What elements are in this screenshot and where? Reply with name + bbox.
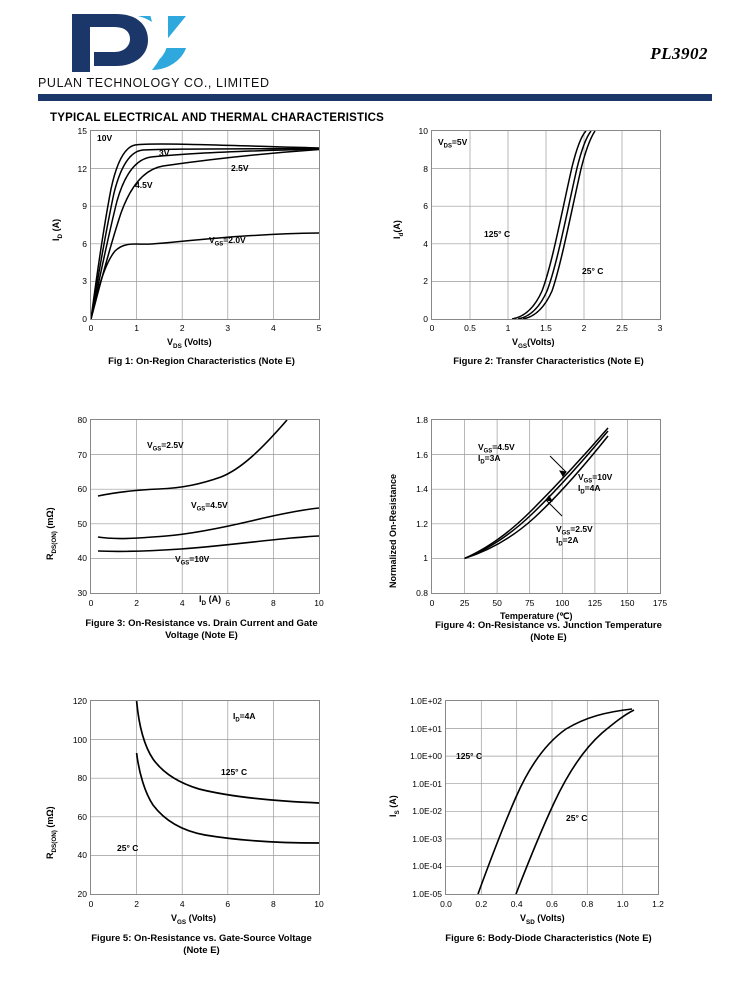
figure-1-ann-vgs20v: $V_{GS}=2.0V$ bbox=[209, 235, 246, 248]
figure-2-ytick-2: 2 bbox=[423, 276, 428, 287]
page-header bbox=[28, 0, 722, 96]
figure-2-xtick-0: 0 bbox=[429, 323, 435, 333]
figure-1-ann-45v: 4.5V bbox=[135, 180, 153, 190]
figure-2-ann-125c: 125° C bbox=[484, 229, 511, 239]
figure-1-ann-10v: 10V bbox=[97, 133, 113, 143]
figure-2-xtick-25: 2.5 bbox=[616, 323, 628, 333]
figure-6-ytick-1em3: 1.0E-03 bbox=[412, 833, 442, 844]
figure-4 bbox=[375, 413, 722, 696]
figure-6-plot bbox=[388, 696, 664, 926]
figure-3-ytick-70: 70 bbox=[77, 449, 87, 460]
figure-6-ytick-1e0: 1.0E+00 bbox=[410, 751, 442, 762]
figure-6-xtick-00: 0.0 bbox=[440, 899, 452, 909]
figure-4-xtick-150: 150 bbox=[620, 598, 635, 608]
figure-2-ytick-8: 8 bbox=[423, 163, 428, 174]
figure-2-ytick-4: 4 bbox=[423, 238, 428, 249]
figure-3-ann-25v: $V_{GS}=2.5V$ bbox=[147, 440, 184, 453]
figure-4-xlabel: Temperature (℃) bbox=[500, 611, 573, 621]
figure-4-xtick-175: 175 bbox=[652, 598, 668, 608]
figure-2-ytick-10: 10 bbox=[418, 126, 428, 136]
figure-4-ytick-18: 1.8 bbox=[416, 415, 428, 425]
figure-4-plot bbox=[388, 415, 668, 621]
figure-4-ann-10v: $V_{GS}=10V$ bbox=[578, 472, 613, 485]
figure-4-ann-45v: $V_{GS}=4.5V$ bbox=[478, 442, 515, 455]
figure-6-ytick-1em5: 1.0E-05 bbox=[412, 889, 442, 899]
figure-6-xtick-10: 1.0 bbox=[616, 899, 629, 909]
figure-1-caption: Fig 1: On-Region Characteristics (Note E) bbox=[108, 356, 295, 367]
figure-4-ytick-08: 0.8 bbox=[416, 588, 428, 598]
figure-1-xlabel: $V_{DS}$ (Volts) bbox=[167, 337, 212, 350]
figure-3-ytick-30: 30 bbox=[77, 588, 87, 598]
pulan-logo bbox=[64, 8, 204, 78]
figure-4-ytick-16: 1.6 bbox=[416, 449, 428, 460]
figure-3-ann-45v: $V_{GS}=4.5V$ bbox=[191, 500, 228, 513]
figure-6-xtick-04: 0.4 bbox=[510, 899, 523, 909]
figure-6-ytick-1e2: 1.0E+02 bbox=[410, 696, 442, 706]
figure-5-ytick-40: 40 bbox=[77, 850, 87, 861]
figure-5-caption: Figure 5: On-Resistance vs. Gate-Source Voltage (Note E) bbox=[91, 933, 312, 956]
figure-5-ytick-120: 120 bbox=[72, 696, 87, 706]
figure-5-ann-id4a: $I_D=4A$ bbox=[233, 711, 256, 724]
figure-4-xtick-0: 0 bbox=[429, 598, 435, 608]
figure-1-xtick-3: 3 bbox=[225, 323, 231, 333]
figure-4-ytick-1: 1 bbox=[423, 553, 428, 564]
figure-2-xtick-05: 0.5 bbox=[464, 323, 476, 333]
figure-3-xtick-4: 4 bbox=[179, 598, 185, 608]
figure-2-xtick-3: 3 bbox=[657, 323, 663, 333]
figure-5-ytick-80: 80 bbox=[77, 773, 87, 784]
figure-2-ylabel: $I_d(A)$ bbox=[392, 220, 405, 239]
figure-4-xtick-50: 50 bbox=[492, 598, 502, 608]
figure-3-ytick-60: 60 bbox=[77, 484, 87, 495]
figure-3-ylabel: $R_{DS(ON)}$ (mΩ) bbox=[45, 507, 58, 560]
figure-1-ytick-12: 12 bbox=[77, 163, 87, 174]
header-rule bbox=[38, 94, 712, 101]
figure-2-plot bbox=[392, 126, 663, 350]
figure-5-xtick-6: 6 bbox=[225, 899, 231, 909]
figure-3-xlabel: $I_D$ (A) bbox=[199, 594, 222, 607]
figure-6-caption: Figure 6: Body-Diode Characteristics (Note E) bbox=[445, 933, 652, 944]
figure-3-ytick-40: 40 bbox=[77, 553, 87, 564]
figure-3-plot bbox=[45, 415, 324, 608]
figure-5-ann-25c: 25° C bbox=[117, 843, 139, 853]
figure-3-ytick-50: 50 bbox=[77, 518, 87, 529]
figure-5-ytick-20: 20 bbox=[77, 889, 87, 899]
figure-3-xtick-0: 0 bbox=[88, 598, 94, 608]
figure-2-ann-vds: $V_{DS}=5V$ bbox=[438, 137, 468, 150]
figure-5-xtick-4: 4 bbox=[179, 899, 185, 909]
figure-4-xtick-125: 125 bbox=[587, 598, 602, 608]
figure-5 bbox=[28, 696, 375, 979]
figure-3-xtick-2: 2 bbox=[134, 598, 139, 608]
figure-1-ytick-15: 15 bbox=[77, 126, 87, 136]
figure-4-ann-25v: $V_{GS}=2.5V$ bbox=[556, 524, 593, 537]
figure-1-ylabel: $I_D$ (A) bbox=[51, 218, 64, 241]
figure-2-ann-25c: 25° C bbox=[582, 266, 604, 276]
figure-1 bbox=[28, 126, 375, 413]
figure-5-xlabel: $V_{GS}$ (Volts) bbox=[171, 913, 216, 926]
figure-6-ytick-1e1: 1.0E+01 bbox=[410, 723, 442, 734]
figure-2 bbox=[375, 126, 722, 413]
figure-6-ann-125c: 125° C bbox=[456, 751, 483, 761]
figure-4-ann-id2a: $I_D=2A$ bbox=[556, 535, 579, 548]
figure-4-caption: Figure 4: On-Resistance vs. Junction Temperature (Note E) bbox=[435, 620, 662, 643]
figure-5-ytick-100: 100 bbox=[72, 734, 87, 745]
figure-4-ann-id4a: $I_D=4A$ bbox=[578, 483, 601, 496]
figure-1-ann-3v: 3V bbox=[159, 148, 170, 158]
company-name: PULAN TECHNOLOGY CO., LIMITED bbox=[38, 76, 270, 90]
figure-6-ytick-1em1: 1.0E-01 bbox=[412, 778, 442, 789]
figure-6-xtick-06: 0.6 bbox=[546, 899, 558, 909]
figure-1-ytick-0: 0 bbox=[82, 314, 87, 324]
figure-4-ylabel: Normalized On-Resistance bbox=[388, 473, 398, 588]
figure-1-ytick-9: 9 bbox=[82, 201, 87, 212]
figure-3 bbox=[28, 413, 375, 696]
figure-6-xtick-08: 0.8 bbox=[581, 899, 594, 909]
figure-1-plot bbox=[51, 126, 322, 350]
figure-6 bbox=[375, 696, 722, 979]
figure-1-xtick-5: 5 bbox=[316, 323, 322, 333]
figure-4-ytick-14: 1.4 bbox=[416, 484, 428, 495]
figure-5-xtick-0: 0 bbox=[88, 899, 94, 909]
figure-3-xtick-10: 10 bbox=[314, 598, 324, 608]
figure-6-ytick-1em2: 1.0E-02 bbox=[412, 806, 442, 817]
figure-1-xtick-1: 1 bbox=[134, 323, 139, 333]
figure-3-caption: Figure 3: On-Resistance vs. Drain Current and Gate Voltage (Note E) bbox=[85, 618, 318, 641]
figure-5-ytick-60: 60 bbox=[77, 811, 87, 822]
figure-6-ann-25c: 25° C bbox=[566, 813, 588, 823]
figure-5-plot bbox=[45, 696, 324, 926]
figure-5-xtick-8: 8 bbox=[271, 899, 276, 909]
figure-2-ytick-0: 0 bbox=[423, 314, 428, 324]
figure-5-ylabel: $R_{DS(ON)}$ (mΩ) bbox=[45, 806, 58, 859]
figure-5-xtick-2: 2 bbox=[134, 899, 139, 909]
part-number: PL3902 bbox=[650, 44, 708, 63]
figure-5-ann-125c: 125° C bbox=[221, 767, 248, 777]
figure-6-xlabel: $V_{SD}$ (Volts) bbox=[520, 913, 565, 926]
figure-1-ytick-3: 3 bbox=[82, 276, 87, 287]
figure-4-ytick-12: 1.2 bbox=[416, 518, 428, 529]
section-title: TYPICAL ELECTRICAL AND THERMAL CHARACTERISTICS bbox=[50, 112, 384, 124]
figure-1-xtick-2: 2 bbox=[179, 323, 185, 333]
figure-6-ylabel: $I_S$ (A) bbox=[388, 795, 401, 817]
figure-2-caption: Figure 2: Transfer Characteristics (Note E) bbox=[453, 356, 644, 367]
figure-2-xlabel: $V_{GS}(Volts)$ bbox=[512, 337, 555, 350]
figure-4-xtick-75: 75 bbox=[524, 598, 535, 608]
figure-5-xtick-10: 10 bbox=[314, 899, 324, 909]
figure-1-ann-25v: 2.5V bbox=[231, 163, 249, 173]
figure-1-xtick-0: 0 bbox=[88, 323, 94, 333]
figure-3-xtick-6: 6 bbox=[225, 598, 231, 608]
figure-2-ytick-6: 6 bbox=[423, 201, 428, 212]
figure-2-xtick-1: 1 bbox=[505, 323, 511, 333]
figure-2-xtick-2: 2 bbox=[581, 323, 587, 333]
figure-1-ytick-6: 6 bbox=[82, 238, 87, 249]
figure-6-xtick-02: 0.2 bbox=[475, 899, 488, 909]
figure-4-xtick-25: 25 bbox=[459, 598, 470, 608]
figure-6-xtick-12: 1.2 bbox=[652, 899, 664, 909]
figure-1-xtick-4: 4 bbox=[271, 323, 276, 333]
figure-6-ytick-1em4: 1.0E-04 bbox=[412, 861, 442, 872]
figure-4-xtick-100: 100 bbox=[555, 598, 570, 608]
figure-grid bbox=[28, 126, 722, 979]
figure-3-ytick-80: 80 bbox=[77, 415, 87, 425]
figure-2-xtick-15: 1.5 bbox=[540, 323, 552, 333]
figure-4-ann-id3a: $I_D=3A$ bbox=[478, 453, 501, 466]
figure-3-xtick-8: 8 bbox=[271, 598, 276, 608]
figure-3-ann-10v: $V_{GS}=10V$ bbox=[175, 554, 210, 567]
